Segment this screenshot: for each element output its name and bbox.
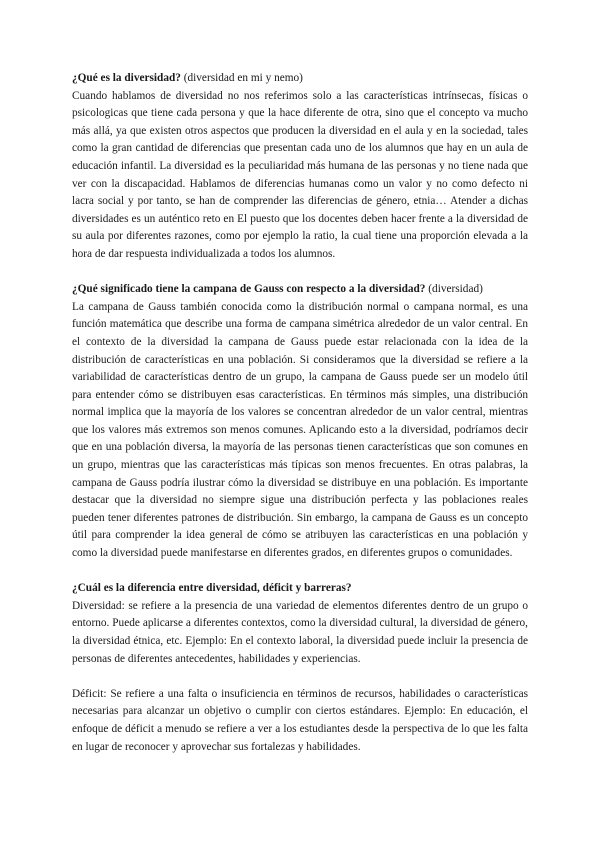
section-heading <box>72 580 528 598</box>
section-campana-gauss <box>72 281 528 563</box>
section-source: (diversidad) <box>428 283 483 296</box>
section-diversidad-deficit-barreras <box>72 580 528 756</box>
section-paragraph: Cuando hablamos de diversidad no nos referimos solo a las características intrínsecas, físicas o psicologicas que tiene cada persona y que la hace diferente de otra, sino que el concepto va mucho más allá, ya que existen otros aspectos que producen la diversidad en el aula y en la sociedad, tales como la gran cantidad de diferencias que presentan cada uno de los alumnos que hay en un aula de educación infantil. La diversidad es la peculiaridad más humana de las personas y no tiene nada que ver con la discapacidad. Hablamos de diferencias humanas como un valor y no como defecto ni lacra social y por tanto, se han de comprender las diferencias de género, etnia… Atender a dichas diversidades es un auténtico reto en El puesto que los docentes deben hacer frente a la diversidad de su aula por diferentes razones, como por ejemplo la ratio, la cual tiene una proporción elevada a la hora de dar respuesta individualizada a todos los alumnos. <box>72 89 528 260</box>
section-paragraph: La campana de Gauss también conocida como la distribución normal o campana normal, es una función matemática que describe una forma de campana simétrica alrededor de un valor central. En el contexto de la diversidad la campana de Gauss puede estar relacionada con la idea de la distribución de características en una población. Si consideramos que la diversidad se refiere a la variabilidad de características dentro de un grupo, la campana de Gauss puede ser un modelo útil para entender cómo se distribuyen esas características. En términos más simples, una distribución normal implica que la mayoría de los valores se concentran alrededor de un valor central, mientras que los valores más extremos son menos comunes. Aplicando esto a la diversidad, podríamos decir que en una población diversa, la mayoría de las personas tienen características que son comunes en un grupo, mientras que las características más típicas son menos frecuentes. En otras palabras, la campana de Gauss podría ilustrar cómo la diversidad se distribuye en una población. Es importante destacar que la diversidad no siempre sigue una distribución perfecta y las poblaciones reales pueden tener diferentes patrones de distribución. Sin embargo, la campana de Gauss es un concepto útil para comprender la idea general de cómo se atribuyen las características en una población y como la diversidad puede manifestarse en diferentes grados, en diferentes grupos o comunidades. <box>72 300 528 560</box>
document-page <box>72 70 528 774</box>
section-question: ¿Cuál es la diferencia entre diversidad, déficit y barreras? <box>72 582 352 595</box>
section-source: (diversidad en mi y nemo) <box>183 72 303 84</box>
section-heading <box>72 70 528 88</box>
section-paragraph-diversidad: Diversidad: se refiere a la presencia de una variedad de elementos diferentes dentro de un grupo o entorno. Puede aplicarse a diferentes contextos, como la diversidad cultural, la diversidad de género, la diversidad étnica, etc. Ejemplo: En el contexto laboral, la diversidad puede incluir la presencia de personas de diferentes antecedentes, habilidades y experiencias. <box>72 599 528 665</box>
section-question: ¿Qué es la diversidad? <box>72 72 181 84</box>
section-que-es-diversidad <box>72 70 528 264</box>
section-heading <box>72 281 528 299</box>
section-paragraph-deficit: Déficit: Se refiere a una falta o insuficiencia en términos de recursos, habilidades o características necesarias para alcanzar un objetivo o cumplir con ciertos estándares. Ejemplo: En educación, el enfoque de déficit a menudo se refiere a ver a los estudiantes desde la perspectiva de lo que les falta en lugar de reconocer y aprovechar sus fortalezas y habilidades. <box>72 687 528 753</box>
section-question: ¿Qué significado tiene la campana de Gauss con respecto a la diversidad? <box>72 283 426 296</box>
